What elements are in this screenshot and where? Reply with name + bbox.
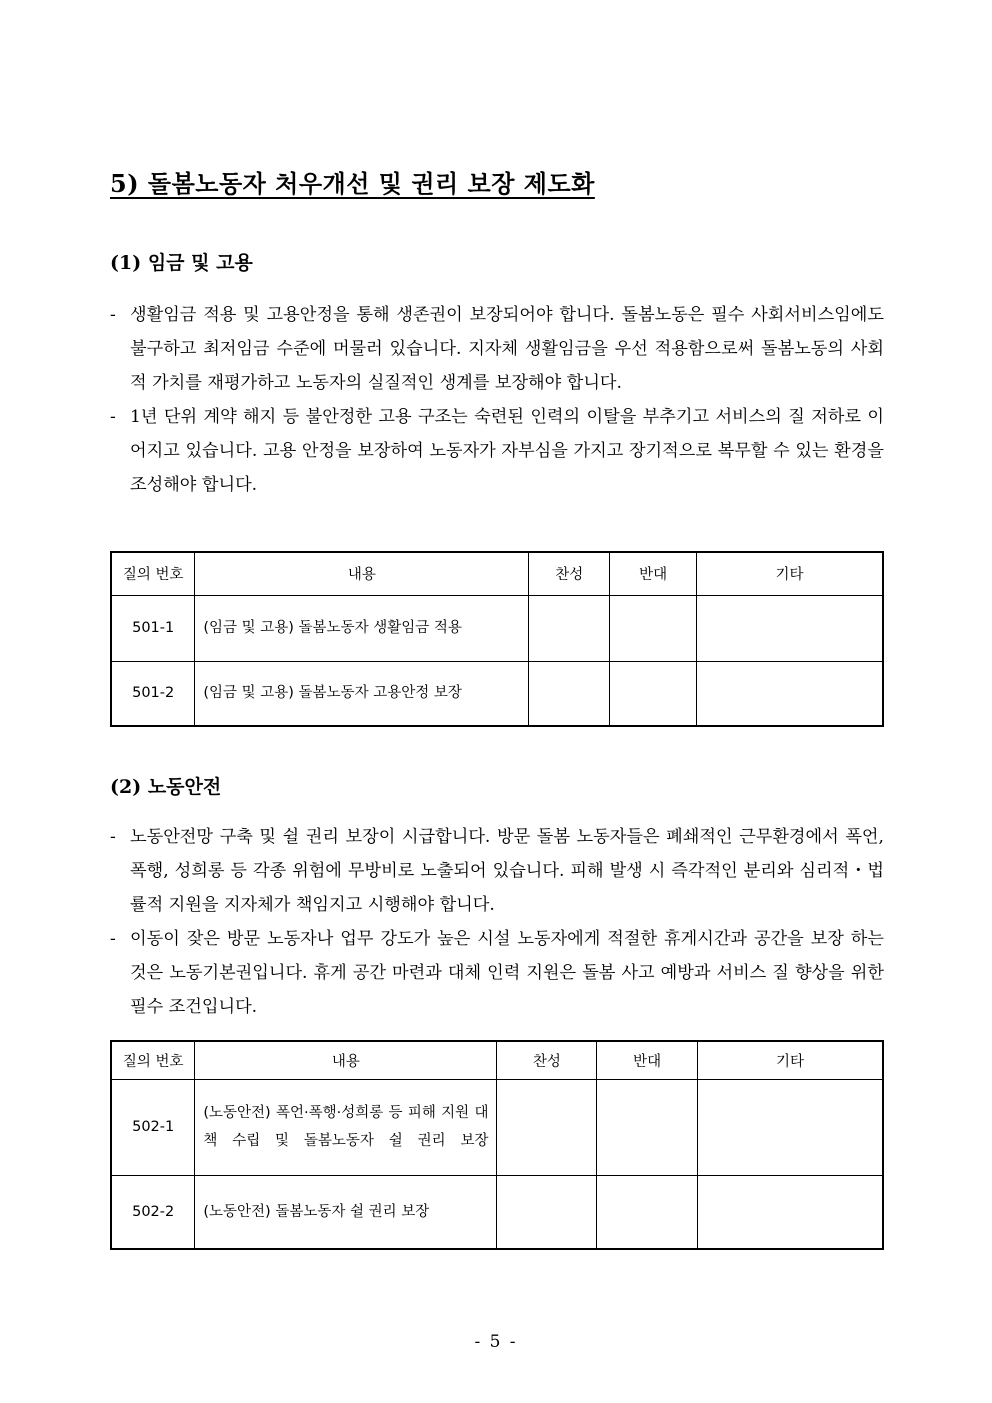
other-cell[interactable] — [697, 1079, 883, 1175]
question-number: 501-1 — [111, 595, 195, 661]
table-header-row — [111, 1041, 883, 1079]
subsection-title-safety: (2) 노동안전 — [110, 776, 222, 798]
header-cell: 질의 번호 — [111, 1041, 195, 1079]
question-content: (임금 및 고용) 돌봄노동자 생활임금 적용 — [195, 595, 529, 661]
disagree-cell[interactable] — [597, 1079, 698, 1175]
table-row — [111, 595, 883, 661]
vote-table-wage — [110, 551, 884, 727]
bullet-item: - 이동이 잦은 방문 노동자나 업무 강도가 높은 시설 노동자에게 적절한 휴게시간과 공간을 보장 하는 것은 노동기본권입니다. 휴게 공간 마련과 대체 인력 지원은 돌봄 사고 예방과 서비스 질 향상을 위한 필수 조건입니다. — [110, 922, 884, 1024]
table-row — [111, 1175, 883, 1249]
question-number: 501-2 — [111, 661, 195, 726]
table-header-row — [111, 552, 883, 595]
other-cell[interactable] — [696, 661, 883, 726]
other-cell[interactable] — [696, 595, 883, 661]
header-cell: 찬성 — [529, 552, 610, 595]
agree-cell[interactable] — [529, 595, 610, 661]
question-content: (임금 및 고용) 돌봄노동자 고용안정 보장 — [195, 661, 529, 726]
vote-table-safety — [110, 1040, 884, 1250]
agree-cell[interactable] — [497, 1175, 597, 1249]
bullet-text: 이동이 잦은 방문 노동자나 업무 강도가 높은 시설 노동자에게 적절한 휴게시간과 공간을 보장 하는 것은 노동기본권입니다. 휴게 공간 마련과 대체 인력 지원은 돌봄 사고 예방과 서비스 질 향상을 위한 필수 조건입니다. — [130, 929, 884, 1017]
header-cell: 질의 번호 — [111, 552, 195, 595]
page-number: - 5 - — [474, 1332, 518, 1352]
bullet-item: - 노동안전망 구축 및 쉴 권리 보장이 시급합니다. 방문 돌봄 노동자들은 폐쇄적인 근무환경에서 폭언, 폭행, 성희롱 등 각종 위험에 무방비로 노출되어 있습니다. 피해 발생 시 즉각적인 분리와 심리적・법률적 지원을 지자체가 책임지고 시행해야 합니다. — [110, 820, 884, 922]
header-cell: 찬성 — [497, 1041, 597, 1079]
disagree-cell[interactable] — [610, 595, 697, 661]
question-content: (노동안전) 돌봄노동자 쉴 권리 보장 — [195, 1175, 497, 1249]
other-cell[interactable] — [697, 1175, 883, 1249]
section-title: 5) 돌봄노동자 처우개선 및 권리 보장 제도화 — [110, 169, 595, 198]
header-cell: 내용 — [195, 552, 529, 595]
disagree-cell[interactable] — [597, 1175, 698, 1249]
bullet-text: 1년 단위 계약 해지 등 불안정한 고용 구조는 숙련된 인력의 이탈을 부추기고 서비스의 질 저하로 이어지고 있습니다. 고용 안정을 보장하여 노동자가 자부심을 가지고 장기적으로 복무할 수 있는 환경을 조성해야 합니다. — [130, 407, 884, 495]
table-row — [111, 1079, 883, 1175]
safety-bullet-list — [110, 820, 884, 1024]
table-row — [111, 661, 883, 726]
wage-bullet-list — [110, 298, 884, 502]
question-content: (노동안전) 폭언·폭행·성희롱 등 피해 지원 대책 수립 및 돌봄노동자 쉴 권리 보장 — [195, 1079, 497, 1175]
bullet-text: 생활임금 적용 및 고용안정을 통해 생존권이 보장되어야 합니다. 돌봄노동은 필수 사회서비스임에도 불구하고 최저임금 수준에 머물러 있습니다. 지자체 생활임금을 우선 적용함으로써 돌봄노동의 사회적 가치를 재평가하고 노동자의 실질적인 생계를 보장해야 합니다. — [130, 305, 884, 393]
header-cell: 반대 — [597, 1041, 698, 1079]
bullet-item: - 1년 단위 계약 해지 등 불안정한 고용 구조는 숙련된 인력의 이탈을 부추기고 서비스의 질 저하로 이어지고 있습니다. 고용 안정을 보장하여 노동자가 자부심을 가지고 장기적으로 복무할 수 있는 환경을 조성해야 합니다. — [110, 400, 884, 502]
bullet-text: 노동안전망 구축 및 쉴 권리 보장이 시급합니다. 방문 돌봄 노동자들은 폐쇄적인 근무환경에서 폭언, 폭행, 성희롱 등 각종 위험에 무방비로 노출되어 있습니다. 피해 발생 시 즉각적인 분리와 심리적・법률적 지원을 지자체가 책임지고 시행해야 합니다. — [130, 827, 884, 915]
header-cell: 반대 — [610, 552, 697, 595]
question-number: 502-1 — [111, 1079, 195, 1175]
header-cell: 내용 — [195, 1041, 497, 1079]
bullet-item: - 생활임금 적용 및 고용안정을 통해 생존권이 보장되어야 합니다. 돌봄노동은 필수 사회서비스임에도 불구하고 최저임금 수준에 머물러 있습니다. 지자체 생활임금을 우선 적용함으로써 돌봄노동의 사회적 가치를 재평가하고 노동자의 실질적인 생계를 보장해야 합니다. — [110, 298, 884, 400]
header-cell: 기타 — [696, 552, 883, 595]
agree-cell[interactable] — [497, 1079, 597, 1175]
disagree-cell[interactable] — [610, 661, 697, 726]
agree-cell[interactable] — [529, 661, 610, 726]
header-cell: 기타 — [697, 1041, 883, 1079]
subsection-title-wage: (1) 임금 및 고용 — [110, 252, 253, 274]
question-number: 502-2 — [111, 1175, 195, 1249]
